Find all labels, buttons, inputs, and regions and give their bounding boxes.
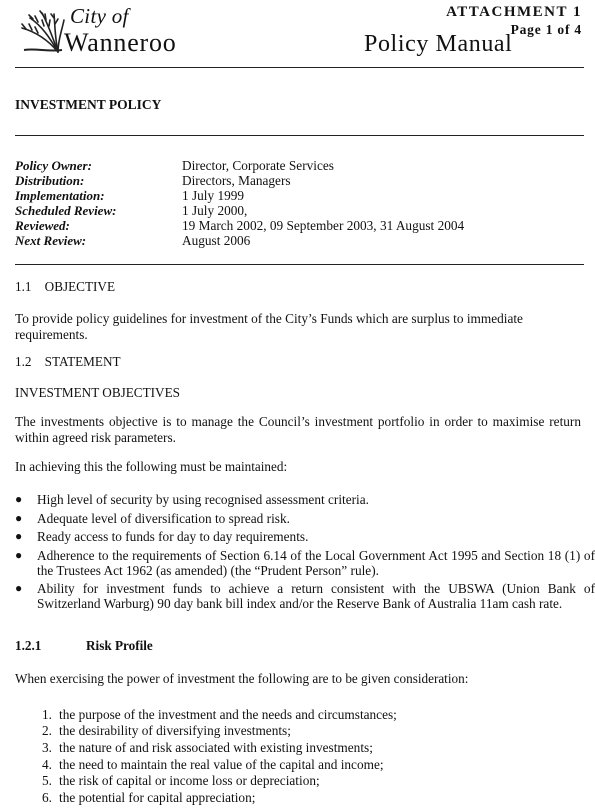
bullet-icon: ● <box>15 548 23 562</box>
bullet-text: Adequate level of diversification to spread risk. <box>37 511 290 526</box>
document-title: INVESTMENT POLICY <box>15 97 162 112</box>
bullet-icon: ● <box>15 492 23 506</box>
bullet-text: Ready access to funds for day to day requirements. <box>37 529 309 544</box>
logo-city-text: City of <box>70 4 129 28</box>
maintained-intro: In achieving this the following must be maintained: <box>15 459 288 474</box>
meta-label: Scheduled Review: <box>15 203 117 218</box>
item-number: 4. <box>42 757 52 772</box>
bullet-icon: ● <box>15 581 23 595</box>
item-number: 3. <box>42 740 52 755</box>
palm-leaf-icon <box>18 10 66 56</box>
item-number: 6. <box>42 790 52 805</box>
attachment-label: ATTACHMENT 1 <box>446 4 582 20</box>
item-text: the need to maintain the real value of the capital and income; <box>59 757 384 772</box>
item-number: 1. <box>42 707 52 722</box>
meta-label: Implementation: <box>15 188 105 203</box>
item-text: the purpose of the investment and the needs and circumstances; <box>59 707 397 722</box>
meta-label: Reviewed: <box>15 218 70 233</box>
bullet-icon: ● <box>15 511 23 525</box>
investment-objectives-heading: INVESTMENT OBJECTIVES <box>15 385 180 400</box>
title-divider <box>15 135 584 136</box>
meta-value: Directors, Managers <box>182 173 291 188</box>
item-text: the desirability of diversifying investments; <box>59 723 291 738</box>
meta-value: 19 March 2002, 09 September 2003, 31 August 2004 <box>182 218 465 233</box>
meta-value: August 2006 <box>182 233 251 248</box>
bullet-text: Ability for investment funds to achieve a return consistent with the UBSWA (Union Bank of Switzerland Warburg) 90 day bank bill index and/or the Reserve Bank of Australia 11am cash rate. <box>37 581 595 611</box>
section-heading-statement: 1.2 STATEMENT <box>15 354 121 369</box>
meta-divider <box>15 264 584 265</box>
investment-objectives-text: The investments objective is to manage the Council’s investment portfolio in order to maximise return within agreed risk parameters. <box>15 414 581 445</box>
section-heading-objective: 1.1 OBJECTIVE <box>15 279 116 294</box>
city-logo <box>18 4 218 60</box>
risk-intro: When exercising the power of investment the following are to be given consideration: <box>15 671 469 686</box>
policy-manual-title: Policy Manual <box>364 31 513 57</box>
item-text: the potential for capital appreciation; <box>59 790 256 805</box>
meta-value: 1 July 2000, <box>182 203 248 218</box>
meta-value: Director, Corporate Services <box>182 158 334 173</box>
subsection-title: Risk Profile <box>86 638 153 653</box>
meta-label: Next Review: <box>15 233 87 248</box>
meta-value: 1 July 1999 <box>182 188 245 203</box>
item-text: the risk of capital or income loss or depreciation; <box>59 773 320 788</box>
bullet-icon: ● <box>15 529 23 543</box>
item-number: 2. <box>42 723 52 738</box>
logo-name-text: Wanneroo <box>64 28 177 57</box>
bullet-text: High level of security by using recognised assessment criteria. <box>37 492 369 507</box>
page-number: Page 1 of 4 <box>510 22 582 37</box>
bullet-text: Adherence to the requirements of Section 6.14 of the Local Government Act 1995 and Section 18 (1) of the Trustees Act 1962 (as amended) (the “Prudent Person” rule). <box>37 548 595 578</box>
item-text: the nature of and risk associated with existing investments; <box>59 740 373 755</box>
meta-label: Policy Owner: <box>15 158 92 173</box>
objective-text: To provide policy guidelines for investment of the City’s Funds which are surplus to immediate requirements. <box>15 311 523 342</box>
meta-label: Distribution: <box>15 173 85 188</box>
header-divider <box>15 67 584 68</box>
item-number: 5. <box>42 773 52 788</box>
subsection-number: 1.2.1 <box>15 638 42 653</box>
